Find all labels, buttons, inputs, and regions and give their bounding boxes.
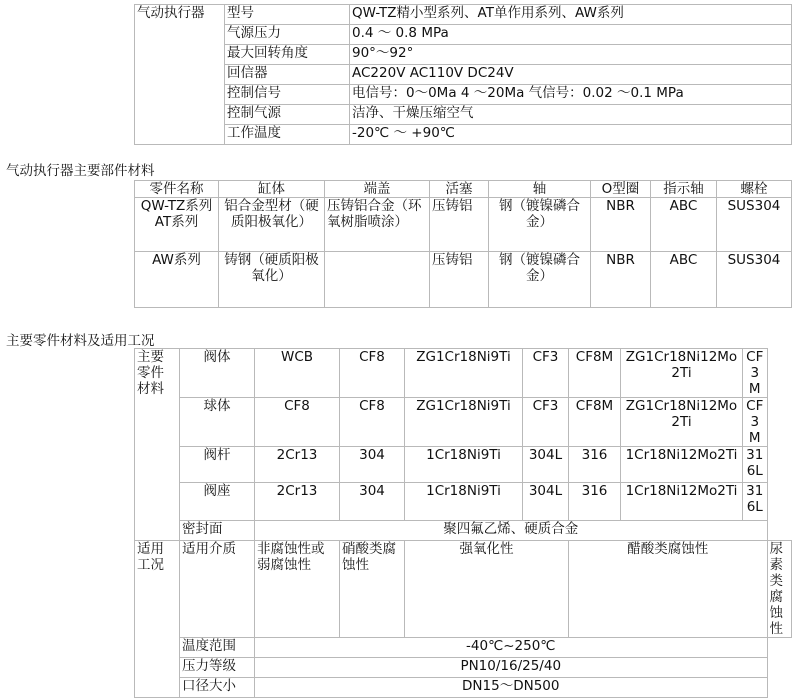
- material-cell: ZG1Cr18Ni9Ti: [405, 398, 523, 447]
- material-cell: 316: [569, 447, 621, 483]
- parts-cell: 压铸铝: [430, 198, 489, 252]
- spec-label: 型号: [225, 5, 350, 25]
- parts-cell: 压铸铝: [430, 252, 489, 308]
- medium-label: 适用介质: [180, 541, 255, 638]
- material-cell: CF8: [255, 398, 340, 447]
- size-label: 口径大小: [180, 678, 255, 698]
- spec-label: 控制信号: [225, 85, 350, 105]
- spec-label: 最大回转角度: [225, 45, 350, 65]
- material-cell: 316L: [743, 447, 768, 483]
- material-cell: CF3: [523, 398, 569, 447]
- parts-cell: SUS304: [717, 198, 792, 252]
- spec-group-label: 气动执行器: [135, 5, 225, 145]
- material-row-label: 阀体: [180, 349, 255, 398]
- spec-label: 气源压力: [225, 25, 350, 45]
- parts-cell: AW系列: [135, 252, 219, 308]
- parts-title: 气动执行器主要部件材料: [6, 163, 155, 179]
- material-cell: CF3M: [743, 398, 768, 447]
- parts-cell: 铝合金型材（硬质阳极氧化）: [219, 198, 325, 252]
- material-cell: ZG1Cr18Ni12Mo2Ti: [621, 398, 743, 447]
- spec-label: 控制气源: [225, 105, 350, 125]
- material-cell: CF8M: [569, 398, 621, 447]
- spec-value: -20℃ ～ +90℃: [350, 125, 792, 145]
- medium-cell: 硝酸类腐蚀性: [340, 541, 405, 638]
- parts-header: 缸体: [219, 181, 325, 198]
- spec-value: 电信号：0～0Ma 4 ～20Ma 气信号：0.02 ～0.1 MPa: [350, 85, 792, 105]
- spec-value: 90°～92°: [350, 45, 792, 65]
- material-cell: 1Cr18Ni12Mo2Ti: [621, 447, 743, 483]
- medium-cell: 尿素类腐蚀性: [767, 541, 792, 638]
- material-cell: 316: [569, 483, 621, 521]
- material-cell: 304: [340, 483, 405, 521]
- actuator-spec-table: [134, 4, 792, 145]
- material-cell: 304L: [523, 483, 569, 521]
- parts-header: O型圈: [591, 181, 651, 198]
- spec-label: 工作温度: [225, 125, 350, 145]
- material-cell: CF3: [523, 349, 569, 398]
- medium-cell: 醋酸类腐蚀性: [569, 541, 768, 638]
- parts-material-table: [134, 180, 792, 308]
- temp-label: 温度范围: [180, 638, 255, 658]
- parts-cell: 压铸铝合金（环氧树脂喷涂）: [325, 198, 430, 252]
- material-cell: CF8: [340, 349, 405, 398]
- material-cell: CF8M: [569, 349, 621, 398]
- parts-cell: NBR: [591, 198, 651, 252]
- materials-title: 主要零件材料及适用工况: [6, 333, 155, 349]
- parts-cell: ABC: [651, 198, 717, 252]
- parts-header: 零件名称: [135, 181, 219, 198]
- medium-cell: 强氧化性: [405, 541, 569, 638]
- temp-value: -40℃~250℃: [255, 638, 768, 658]
- parts-cell: SUS304: [717, 252, 792, 308]
- material-cell: 1Cr18Ni12Mo2Ti: [621, 483, 743, 521]
- material-row-label: 阀杆: [180, 447, 255, 483]
- material-cell: 1Cr18Ni9Ti: [405, 483, 523, 521]
- material-cell: 2Cr13: [255, 447, 340, 483]
- parts-header: 指示轴: [651, 181, 717, 198]
- material-group-label: 主要零件材料: [135, 349, 180, 541]
- spec-label: 回信器: [225, 65, 350, 85]
- parts-cell: NBR: [591, 252, 651, 308]
- parts-header: 端盖: [325, 181, 430, 198]
- spec-value: AC220V AC110V DC24V: [350, 65, 792, 85]
- material-cell: 316L: [743, 483, 768, 521]
- pressure-value: PN10/16/25/40: [255, 658, 768, 678]
- pressure-label: 压力等级: [180, 658, 255, 678]
- spec-value: 洁净、干燥压缩空气: [350, 105, 792, 125]
- size-value: DN15～DN500: [255, 678, 768, 698]
- material-cell: ZG1Cr18Ni12Mo2Ti: [621, 349, 743, 398]
- material-cell: 304L: [523, 447, 569, 483]
- material-row-label: 阀座: [180, 483, 255, 521]
- parts-cell: 铸钢（硬质阳极氧化）: [219, 252, 325, 308]
- material-cell: CF3M: [743, 349, 768, 398]
- material-cell: 1Cr18Ni9Ti: [405, 447, 523, 483]
- spec-value: 0.4 ～ 0.8 MPa: [350, 25, 792, 45]
- parts-cell: [325, 252, 430, 308]
- parts-header: 螺栓: [717, 181, 792, 198]
- seal-value: 聚四氟乙烯、硬质合金: [255, 521, 768, 541]
- parts-cell: 钢（镀镍磷合金）: [489, 198, 591, 252]
- material-row-label: 球体: [180, 398, 255, 447]
- parts-header: 活塞: [430, 181, 489, 198]
- material-cell: 304: [340, 447, 405, 483]
- material-cell: WCB: [255, 349, 340, 398]
- material-cell: ZG1Cr18Ni9Ti: [405, 349, 523, 398]
- spec-value: QW-TZ精小型系列、AT单作用系列、AW系列: [350, 5, 792, 25]
- parts-cell: QW-TZ系列 AT系列: [135, 198, 219, 252]
- parts-cell: 钢（镀镍磷合金）: [489, 252, 591, 308]
- medium-cell: 非腐蚀性或弱腐蚀性: [255, 541, 340, 638]
- condition-group-label: 适用工况: [135, 541, 180, 698]
- material-cell: 2Cr13: [255, 483, 340, 521]
- valve-material-table: [134, 348, 792, 698]
- material-cell: CF8: [340, 398, 405, 447]
- parts-header: 轴: [489, 181, 591, 198]
- parts-cell: ABC: [651, 252, 717, 308]
- seal-label: 密封面: [180, 521, 255, 541]
